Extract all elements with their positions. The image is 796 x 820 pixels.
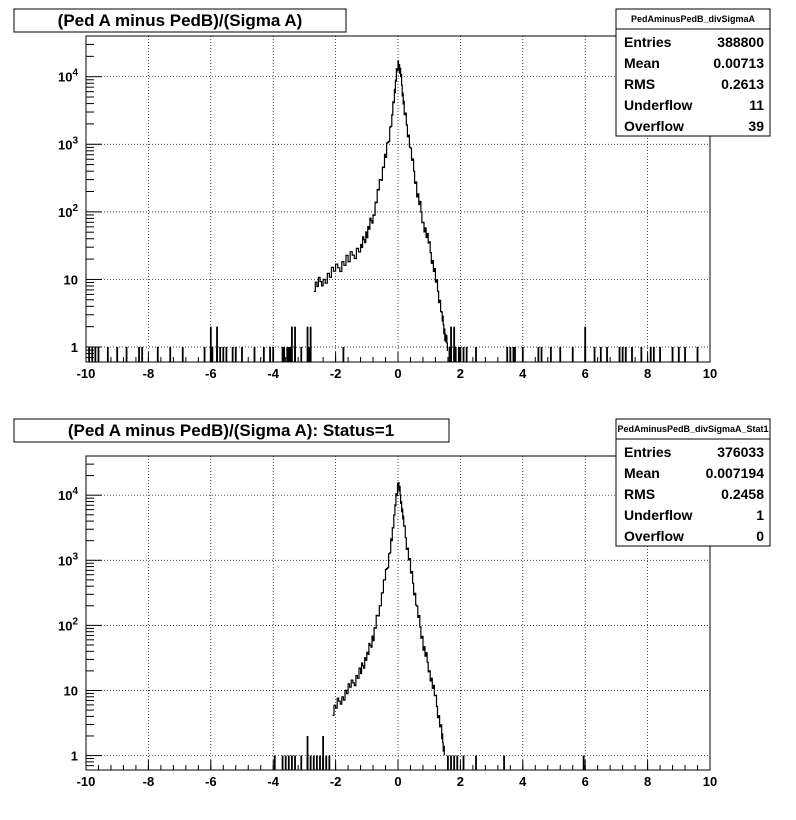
stats-value: 376033 — [717, 444, 764, 460]
x-tick-label: 4 — [519, 366, 527, 381]
stats-value: 388800 — [717, 34, 764, 50]
x-tick-label: 6 — [581, 366, 589, 381]
chart-title: (Ped A minus PedB)/(Sigma A): Status=1 — [67, 421, 395, 440]
x-tick-label: 6 — [581, 774, 589, 789]
x-tick-label: -8 — [142, 366, 155, 381]
stats-label: Underflow — [624, 97, 693, 113]
y-tick-label: 1 — [70, 340, 78, 356]
x-tick-label: -4 — [267, 366, 279, 381]
stats-box — [616, 9, 770, 136]
x-tick-label: 4 — [519, 774, 527, 789]
title-box — [14, 419, 449, 442]
stats-label: Underflow — [624, 507, 693, 523]
stats-label: Mean — [624, 55, 660, 71]
y-tick-label: 10 — [63, 683, 78, 699]
x-tick-label: -2 — [329, 774, 342, 789]
stats-value: 0.2458 — [721, 486, 764, 502]
y-tick-label: 10 — [63, 272, 78, 288]
y-tick-label: 1 — [70, 748, 78, 764]
stats-value: 0.007194 — [705, 465, 764, 481]
x-tick-label: -10 — [76, 366, 96, 381]
y-tick-label: $10^4$ — [57, 67, 78, 85]
stats-label: RMS — [624, 486, 656, 502]
title-box — [14, 9, 346, 32]
stats-label: Overflow — [624, 118, 684, 134]
x-tick-label: 10 — [702, 774, 718, 789]
stats-value: 0.2613 — [721, 76, 764, 92]
x-tick-label: 2 — [456, 366, 465, 381]
x-tick-label: -2 — [329, 366, 342, 381]
x-tick-label: 0 — [394, 774, 402, 789]
stats-name: PedAminusPedB_divSigmaA — [630, 14, 756, 24]
stats-value: 1 — [756, 507, 764, 523]
x-tick-label: -6 — [205, 774, 217, 789]
x-tick-label: -6 — [205, 366, 217, 381]
stats-label: Entries — [624, 444, 672, 460]
x-tick-label: 8 — [643, 366, 652, 381]
stats-value: 39 — [748, 118, 764, 134]
stats-value: 0.00713 — [713, 55, 764, 71]
stats-label: Overflow — [624, 528, 684, 544]
y-tick-label: $10^2$ — [57, 616, 78, 634]
x-tick-label: 10 — [702, 366, 718, 381]
x-tick-label: -8 — [142, 774, 155, 789]
x-tick-label: -4 — [267, 774, 279, 789]
histogram-panel-bottom — [14, 419, 770, 789]
stats-box — [616, 419, 770, 546]
x-tick-label: 8 — [643, 774, 652, 789]
stats-label: Mean — [624, 465, 660, 481]
stats-label: Entries — [624, 34, 672, 50]
y-tick-label: $10^3$ — [57, 551, 78, 569]
y-tick-label: $10^4$ — [57, 486, 78, 504]
y-tick-label: $10^2$ — [57, 202, 78, 220]
stats-value: 11 — [749, 97, 764, 113]
y-tick-label: $10^3$ — [57, 135, 78, 153]
x-tick-label: -10 — [76, 774, 96, 789]
x-tick-label: 2 — [456, 774, 465, 789]
stats-name: PedAminusPedB_divSigmaA_Stat1 — [617, 424, 769, 434]
stats-label: RMS — [624, 76, 656, 92]
histogram-panel-top — [14, 9, 770, 381]
x-tick-label: 0 — [394, 366, 402, 381]
stats-value: 0 — [756, 528, 764, 544]
chart-title: (Ped A minus PedB)/(Sigma A) — [57, 11, 303, 30]
